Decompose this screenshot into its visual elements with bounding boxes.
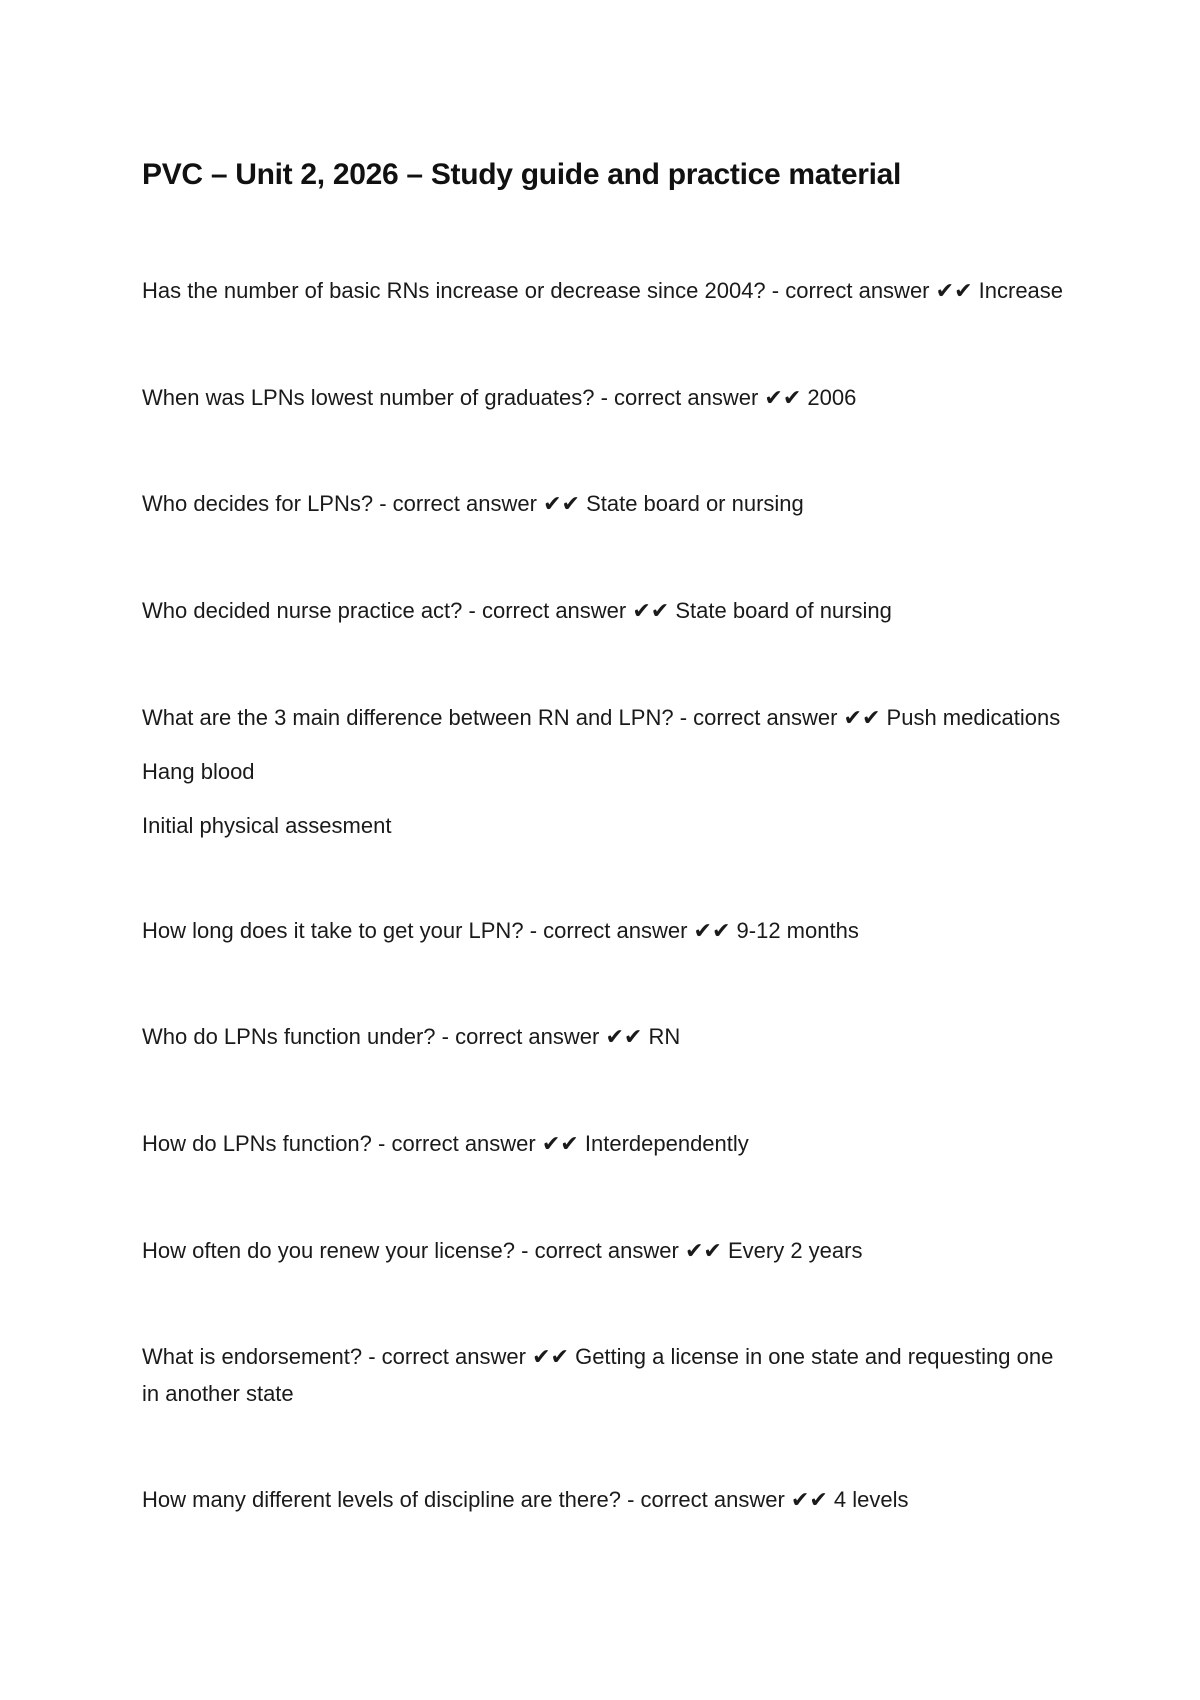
check-icon: ✔✔ [632,598,670,623]
qa-item [142,272,1072,309]
check-icon: ✔✔ [532,1344,569,1369]
answer-text: Push medications [886,705,1061,730]
check-icon: ✔✔ [935,278,973,303]
question-text: What are the 3 main difference between RN and LPN? [142,705,674,730]
answer-text: Interdependently [584,1131,749,1156]
question-text: Who decided nurse practice act? [142,598,463,623]
qa-item [142,592,1072,629]
answer-separator: - correct answer [600,385,759,410]
answer-separator: - correct answer [771,278,930,303]
qa-item [142,485,1072,522]
document-title: PVC – Unit 2, 2026 – Study guide and practice material [142,158,902,191]
answer-text: State board or nursing [586,491,804,516]
question-text: How long does it take to get your LPN? [142,918,524,943]
check-icon: ✔✔ [605,1024,643,1049]
check-icon: ✔✔ [693,918,731,943]
qa-item [142,699,1072,844]
qa-item [142,1232,1072,1269]
answer-separator: - correct answer [378,1131,536,1156]
answer-extra-line: Initial physical assesment [142,813,392,838]
check-icon: ✔✔ [684,1238,722,1263]
question-text: Who decides for LPNs? [142,491,374,516]
answer-text: Getting a license in one state and requesting one in another state [142,1344,1054,1406]
question-text: When was LPNs lowest number of graduates? [142,385,595,410]
question-text: Has the number of basic RNs increase or decrease since 2004? [142,278,766,303]
answer-separator: - correct answer [679,705,838,730]
answer-separator: - correct answer [468,598,627,623]
answer-separator: - correct answer [379,491,537,516]
answer-separator: - correct answer [529,918,688,943]
answer-text: RN [648,1024,681,1049]
answer-text: State board of nursing [675,598,892,623]
check-icon: ✔✔ [843,705,881,730]
answer-text: 9-12 months [736,918,859,943]
answer-text: Increase [978,278,1064,303]
answer-extra-line: Hang blood [142,759,255,784]
qa-item [142,379,1072,416]
answer-separator: - correct answer [368,1344,526,1369]
answer-text: 4 levels [833,1487,909,1512]
check-icon: ✔✔ [543,491,580,516]
answer-text: 2006 [807,385,857,410]
answer-text: Every 2 years [727,1238,863,1263]
question-text: Who do LPNs function under? [142,1024,436,1049]
check-icon: ✔✔ [764,385,802,410]
answer-separator: - correct answer [441,1024,600,1049]
check-icon: ✔✔ [541,1131,579,1156]
question-text: How often do you renew your license? [142,1238,515,1263]
answer-separator: - correct answer [521,1238,679,1263]
question-text: What is endorsement? [142,1344,363,1369]
question-text: How do LPNs function? [142,1131,372,1156]
question-text: How many different levels of discipline are there? [142,1487,621,1512]
qa-item [142,1338,1072,1412]
qa-item [142,912,1072,949]
check-icon: ✔✔ [790,1487,828,1512]
answer-separator: - correct answer [627,1487,785,1512]
qa-item [142,1018,1072,1055]
qa-item [142,1481,1072,1518]
qa-item [142,1125,1072,1162]
